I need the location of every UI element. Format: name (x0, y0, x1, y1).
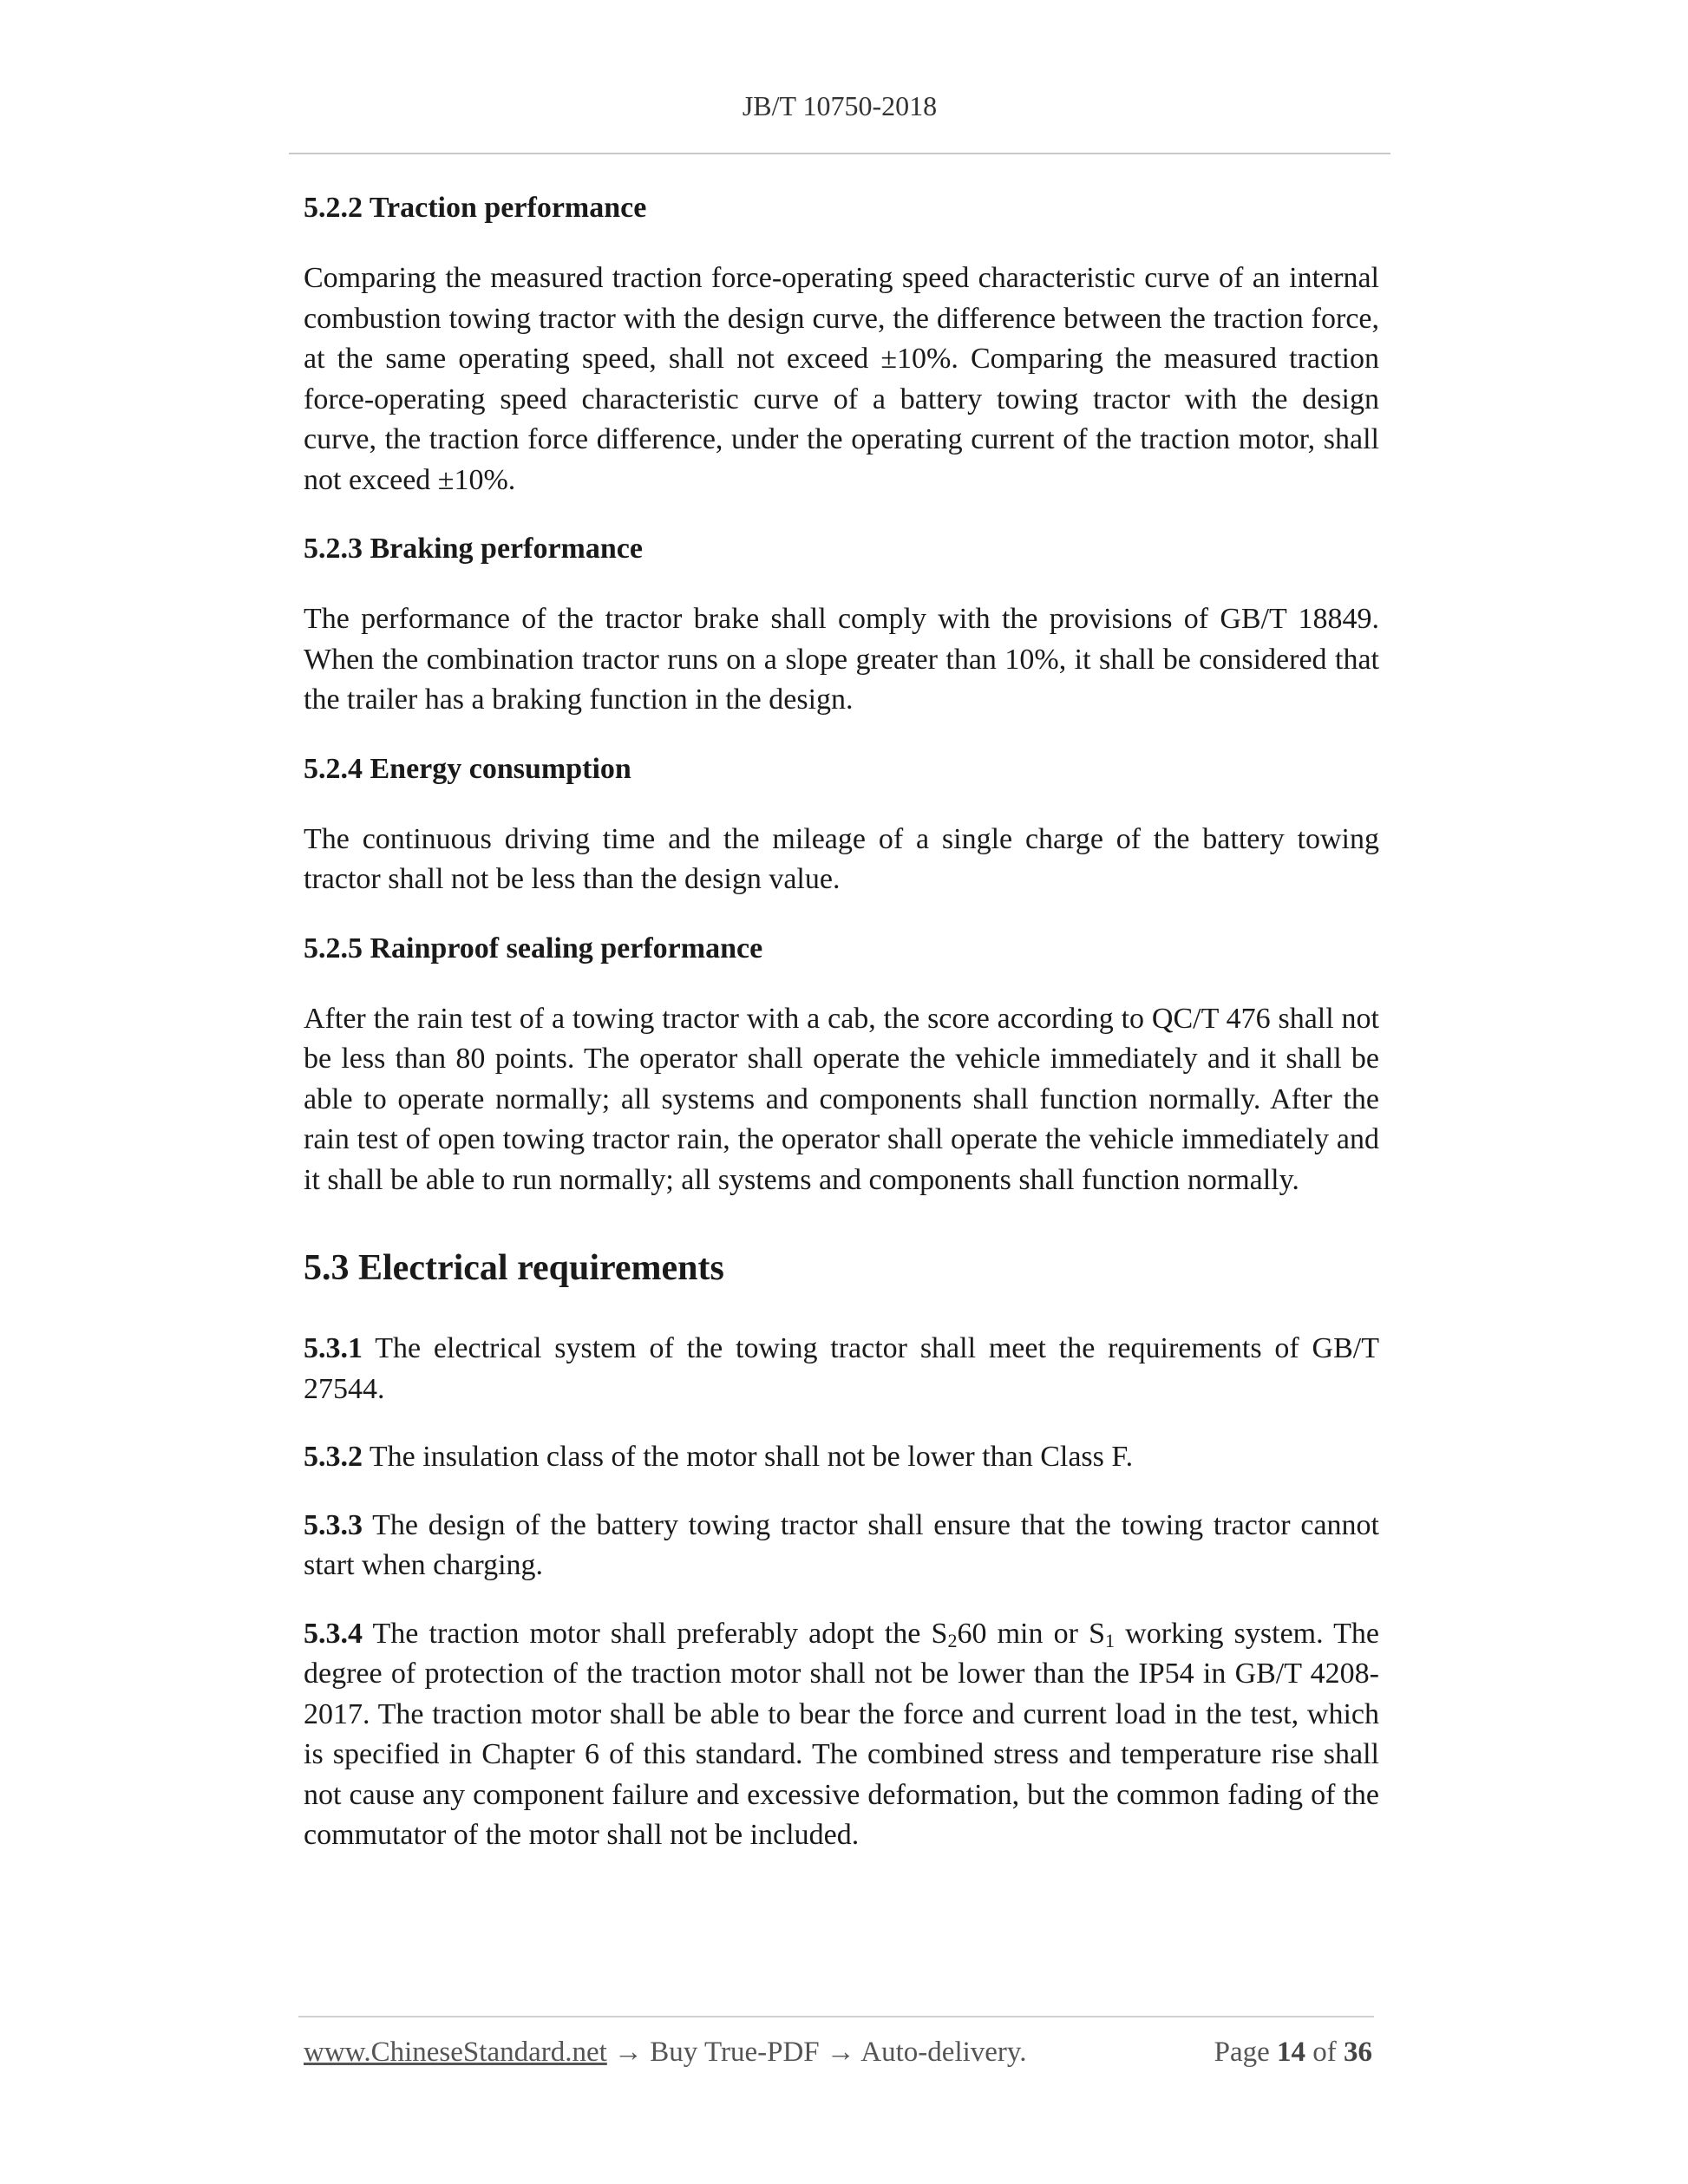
page-content (304, 187, 1379, 1856)
page-number: 14 (1277, 2037, 1305, 2068)
section-5-3-1-text: The electrical system of the towing tractor shall meet the requirements of GB/T 27544. (304, 1332, 1379, 1405)
section-5-3-4-text-a: The traction motor shall preferably adopt the S (363, 1617, 948, 1650)
document-id-header: JB/T 10750-2018 (742, 90, 938, 121)
page-footer (304, 2037, 1372, 2069)
section-5-2-4-title: 5.2.4 Energy consumption (304, 752, 631, 785)
footer-divider (298, 2016, 1374, 2017)
section-5-3-4-text-b: 60 min or S (957, 1617, 1106, 1650)
section-5-3-heading: 5.3 Electrical requirements (304, 1248, 724, 1288)
section-5-3-4-subscript-2: 2 (947, 1629, 958, 1651)
section-5-3-3 (304, 1506, 1379, 1586)
section-5-3-4-number: 5.3.4 (304, 1617, 363, 1650)
section-5-3-1-number: 5.3.1 (304, 1332, 363, 1364)
section-5-3-2-text: The insulation class of the motor shall not be lower than Class F. (363, 1441, 1134, 1473)
section-5-2-5-title: 5.2.5 Rainproof sealing performance (304, 932, 763, 964)
footer-left (304, 2037, 1027, 2069)
section-5-2-2-title: 5.2.2 Traction performance (304, 192, 647, 224)
section-5-3-3-text: The design of the battery towing tractor shall ensure that the towing tractor cannot start when charging. (304, 1508, 1379, 1581)
section-5-3-4 (304, 1614, 1379, 1856)
header-divider (289, 153, 1390, 154)
section-5-2-4-text: The continuous driving time and the mileage of a single charge of the battery towing tractor shall not be less than the design value. (304, 822, 1379, 895)
page-indicator (1214, 2037, 1372, 2069)
section-5-3-2-number: 5.3.2 (304, 1441, 363, 1473)
page-label: Page (1214, 2037, 1277, 2068)
section-5-3-2 (304, 1437, 1379, 1478)
page-total: 36 (1344, 2037, 1372, 2068)
website-link[interactable]: www.ChineseStandard.net (304, 2037, 607, 2068)
section-5-3-3-number: 5.3.3 (304, 1508, 363, 1541)
section-5-3-1 (304, 1329, 1379, 1409)
section-5-3-4-text-c: working system. The degree of protection of the traction motor shall not be lower than the IP54 in GB/T 4208-2017. The traction motor shall be able to bear the force and current load in the test, which is specified in Chapter 6 of this standard. The combined stress and temperature rise shall not cause any component failure and excessive deformation, but the common fading of the commutator of the motor shall not be included. (304, 1617, 1380, 1851)
section-5-2-3-title: 5.2.3 Braking performance (304, 533, 643, 565)
of-label: of (1305, 2037, 1344, 2068)
section-5-2-5-text: After the rain test of a towing tractor with a cab, the score according to QC/T 476 shall not be less than 80 points. The operator shall operate the vehicle immediately and it shall be able to operate normally; all systems and components shall function normally. After the rain test of open towing tractor rain, the operator shall operate the vehicle immediately and it shall be able to run normally; all systems and components shall function normally. (304, 1002, 1379, 1196)
section-5-2-2-text: Comparing the measured traction force-operating speed characteristic curve of an internal combustion towing tractor with the design curve, the difference between the traction force, at the same operating speed, shall not exceed ±10%. Comparing the measured traction force-operating speed characteristic curve of a battery towing tractor with the design curve, the traction force difference, under the operating current of the traction motor, shall not exceed ±10%. (304, 262, 1379, 496)
section-5-2-3-text: The performance of the tractor brake shall comply with the provisions of GB/T 18849. When the combination tractor runs on a slope greater than 10%, it shall be considered that the trailer has a braking function in the design. (304, 603, 1379, 716)
section-5-3-4-subscript-1: 1 (1105, 1629, 1116, 1651)
footer-purchase-text: → Buy True-PDF → Auto-delivery. (606, 2037, 1027, 2068)
